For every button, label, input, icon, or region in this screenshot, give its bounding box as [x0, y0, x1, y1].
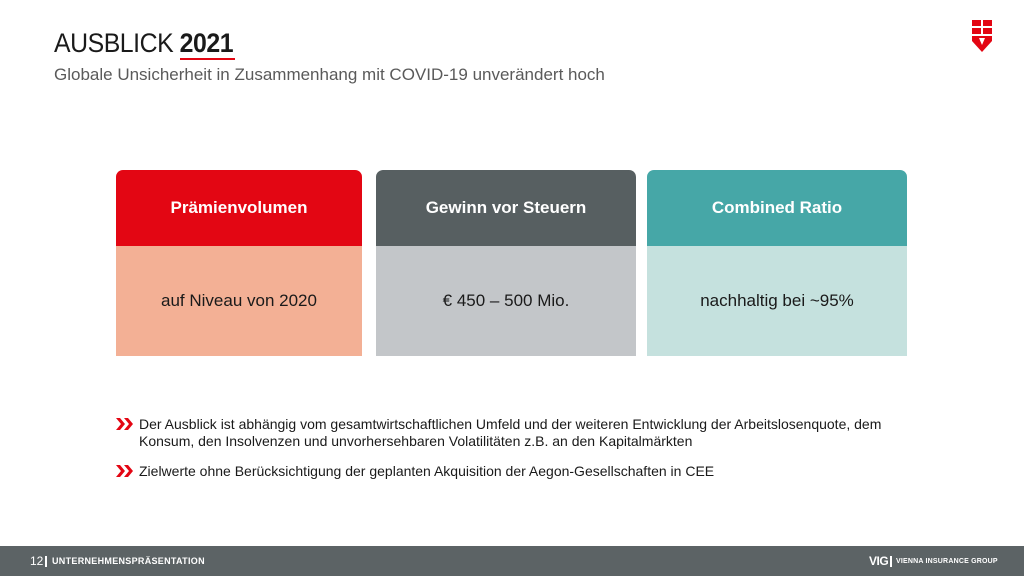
- notes-list: [115, 416, 915, 493]
- note-text: Zielwerte ohne Berücksichtigung der geplanten Akquisition der Aegon-Gesellschaften in CEE: [139, 463, 715, 479]
- card-value: € 450 – 500 Mio.: [376, 246, 636, 356]
- footer-separator: [890, 556, 892, 567]
- brand-mark: VIG: [869, 554, 889, 568]
- title-underline: [180, 58, 235, 60]
- double-chevron-right-icon: [115, 417, 135, 431]
- footer-bar: [0, 546, 1024, 576]
- card-heading: Gewinn vor Steuern: [376, 170, 636, 246]
- title-year: 2021: [179, 28, 234, 58]
- note-text: Der Ausblick ist abhängig vom gesamtwirtschaftlichen Umfeld und der weiteren Entwicklung der Arbeitslosenquote, dem Konsum, den Insolvenzen und unvorhersehbaren Volatilitäten z.B. an den Kapitalmärkten: [139, 416, 882, 449]
- footer-label: UNTERNEHMENSPRÄSENTATION: [52, 556, 205, 566]
- title-main: AUSBLICK: [54, 28, 174, 58]
- card-heading: Combined Ratio: [647, 170, 907, 246]
- card-value: auf Niveau von 2020: [116, 246, 362, 356]
- card-combined-ratio: [647, 170, 907, 356]
- card-praemienvolumen: [116, 170, 362, 356]
- card-value: nachhaltig bei ~95%: [647, 246, 907, 356]
- footer-separator: [45, 556, 47, 567]
- list-item: [115, 463, 915, 480]
- page-title: [54, 28, 233, 59]
- page-subtitle: Globale Unsicherheit in Zusammenhang mit COVID-19 unverändert hoch: [54, 65, 605, 84]
- brand-name: VIENNA INSURANCE GROUP: [896, 557, 998, 565]
- page-number: 12: [30, 554, 44, 568]
- vig-shield-icon: [970, 20, 994, 52]
- list-item: [115, 416, 915, 450]
- card-gewinn-vor-steuern: [376, 170, 636, 356]
- card-heading: Prämienvolumen: [116, 170, 362, 246]
- double-chevron-right-icon: [115, 464, 135, 478]
